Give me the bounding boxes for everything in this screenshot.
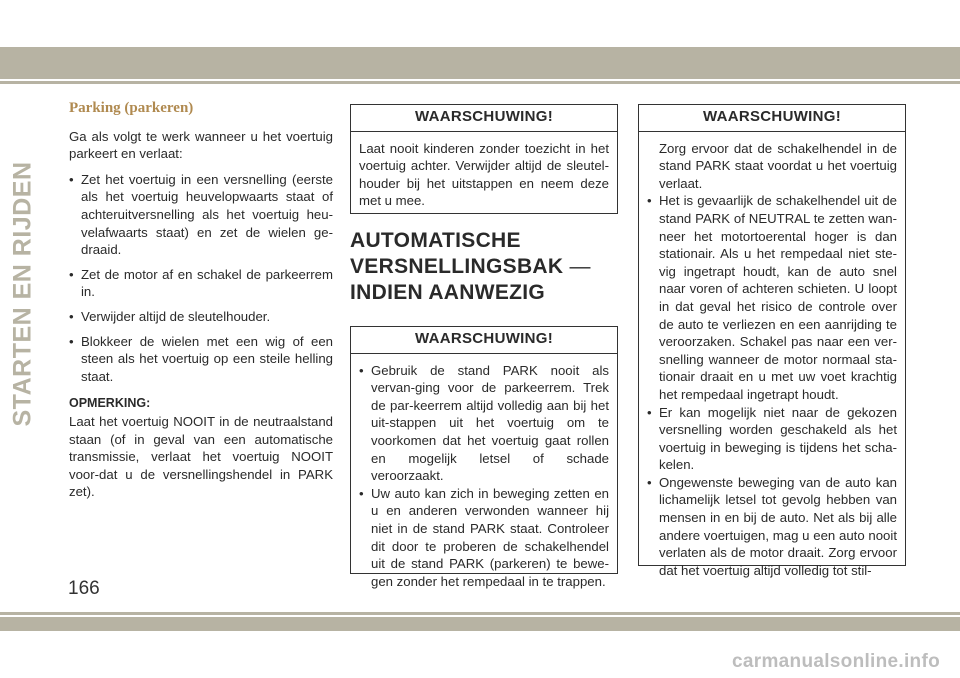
list-item: • Zet het voertuig in een versnelling (eerste als het voertuig heuvelopwaarts staat of achteruitversnelling als het voertuig heu-velafwaarts staat) en zet de wielen ge-draaid. bbox=[69, 171, 333, 259]
warning-title: WAARSCHUWING! bbox=[351, 105, 617, 132]
warning-bullets bbox=[647, 192, 897, 579]
header-rule bbox=[0, 81, 960, 84]
parking-intro: Ga als volgt te werk wanneer u het voertuig parkeert en verlaat: bbox=[69, 128, 333, 162]
footer-band bbox=[0, 617, 960, 631]
chapter-side-title-text: STARTEN EN RIJDEN bbox=[8, 161, 37, 427]
list-item: • Uw auto kan zich in beweging zetten en u en anderen verwonden wanneer hij niet in de stand PARK staat. Controleer dit door te proberen de schakelhendel uit de stand PARK (parkeren) te bewe-gen zonder het rempedaal in te trappen. bbox=[359, 485, 609, 591]
warning-title: WAARSCHUWING! bbox=[639, 105, 905, 132]
parking-heading: Parking (parkeren) bbox=[69, 100, 194, 116]
section-heading-line: INDIEN AANWEZIG bbox=[350, 281, 546, 304]
list-item: • Blokkeer de wielen met een wig of een steen als het voertuig op een steile helling staat. bbox=[69, 333, 333, 386]
column-middle bbox=[350, 104, 618, 589]
column-parking bbox=[69, 100, 333, 501]
note-text: Laat het voertuig NOOIT in de neutraalstand staan (of in geval van een automatische transmissie, verlaat het voertuig NOOIT voor-dat u de versnellingshendel in PARK zet). bbox=[69, 413, 333, 500]
warning-continued-text: Zorg ervoor dat de schakelhendel in de stand PARK staat voordat u het voertuig verlaat. bbox=[659, 140, 897, 191]
list-item: • Ongewenste beweging van de auto kan lichamelijk letsel tot gevolg hebben van mensen in en bij de auto. Net als bij alle andere voertuigen, mag u een auto nooit verlaten als de motor draait. Zorg ervoor dat het voertuig altijd volledig tot stil- bbox=[647, 474, 897, 580]
list-item: • Zet de motor af en schakel de parkeerrem in. bbox=[69, 266, 333, 301]
parking-steps-list bbox=[69, 171, 333, 386]
warning-box-shift-lever bbox=[638, 104, 906, 578]
watermark: carmanualsonline.info bbox=[732, 651, 940, 672]
section-heading-line: AUTOMATISCHE bbox=[350, 229, 521, 252]
list-item: • Gebruik de stand PARK nooit als vervan-ging voor de parkeerrem. Trek de par-keerrem altijd volledig aan bij het uit-stappen uit het voertuig om te voorkomen dat het voertuig gaat rollen en mogelijk letsel of schade veroorzaakt. bbox=[359, 362, 609, 485]
header-band bbox=[0, 47, 960, 79]
warning-text: Laat nooit kinderen zonder toezicht in het voertuig achter. Verwijder altijd de sleutel-houder bij het uitstappen en neem deze met u mee. bbox=[359, 140, 609, 209]
column-right bbox=[638, 104, 906, 578]
section-heading-dash: — bbox=[563, 255, 591, 278]
list-item: • Er kan mogelijk niet naar de gekozen versnelling worden geschakeld als het voertuig in beweging is tijdens het scha-kelen. bbox=[647, 404, 897, 474]
list-item: • Het is gevaarlijk de schakelhendel uit de stand PARK of NEUTRAL te zetten wan-neer het motortoerental hoger is dan stationair. Als u het rempedaal niet ste-vig ingetrapt houdt, kan de auto snel naar voren of achteren schieten. U loopt in dat geval het risico de controle over de auto te verliezen en een aanrijding te veroorzaken. Schakel pas naar een ver-snelling wanneer de motor normaal sta-tionair draait en u met uw voet krachtig het rempedaal ingetrapt houdt. bbox=[647, 192, 897, 403]
warning-box-children bbox=[350, 104, 618, 214]
footer-rule bbox=[0, 612, 960, 615]
section-heading-line: VERSNELLINGSBAK bbox=[350, 255, 564, 278]
warning-title: WAARSCHUWING! bbox=[351, 327, 617, 354]
list-item: • Verwijder altijd de sleutelhouder. bbox=[69, 308, 333, 326]
section-heading-automatic-transmission bbox=[350, 228, 618, 306]
page-number: 166 bbox=[68, 578, 100, 599]
warning-box-park bbox=[350, 326, 618, 589]
note-label: OPMERKING: bbox=[69, 396, 151, 411]
warning-bullets bbox=[359, 362, 609, 591]
